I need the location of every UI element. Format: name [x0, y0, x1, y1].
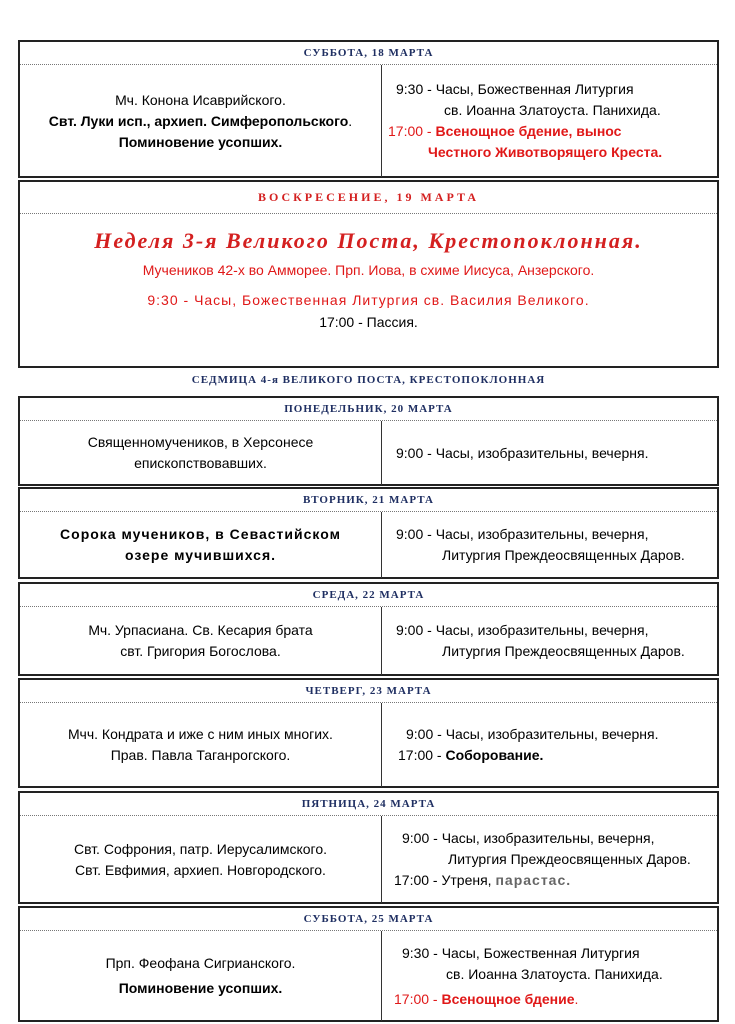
day-block-thu23 [18, 678, 719, 788]
saints-cell [20, 816, 382, 903]
sunday-saints: Мучеников 42-х во Амморее. Прп. Иова, в схиме Иисуса, Анзерского. [142, 262, 595, 278]
services-cell: 9:00 - Часы, изобразительны, вечерня, Литургия Преждеосвященных Даров. 17:00 - Утреня, парастас. [382, 816, 717, 903]
saints-cell: Мч. Конона Исаврийского. Свт. Луки исп., архиеп. Симферопольского. Поминовение усопших. [20, 65, 382, 177]
saints-cell [20, 512, 382, 578]
day-header: ВОСКРЕСЕНИЕ, 19 МАРТА [20, 182, 717, 214]
day-header: СУББОТА, 18 МАРТА [20, 42, 717, 65]
day-header: ЧЕТВЕРГ, 23 МАРТА [20, 680, 717, 703]
saint-line: Священномучеников, в Херсонесе [87, 434, 314, 450]
day-block-mon20 [18, 396, 719, 486]
service-line: св. Иоанна Златоуста. Панихида. [446, 965, 663, 982]
service-line: Литургия Преждеосвященных Даров. [442, 643, 685, 659]
saints-cell [20, 421, 382, 485]
saint-line: епископствовавших. [134, 455, 267, 471]
services-cell: 9:30 - Часы, Божественная Литургия св. Иоанна Златоуста. Панихида. 17:00 - Всенощное бдение. [382, 931, 717, 1021]
sunday-title: Неделя 3-я Великого Поста, Крестопоклонная. [94, 228, 643, 253]
vigil-line: Честного Животворящего Креста. [428, 144, 663, 160]
service-line: св. Иоанна Златоуста. Панихида. [444, 102, 661, 118]
saint-line: озере мучившихся. [124, 547, 276, 563]
day-block-sun19: ВОСКРЕСЕНИЕ, 19 МАРТА Неделя 3-я Великого Поста, Крестопоклонная. Мучеников 42-х во Амморее. Прп. Иова, в схиме Иисуса, Анзерского. 9:30 - Часы, Божественная Литургия св. Василия Великого. 17:00 - Пассия. [18, 180, 719, 368]
service-line: 9:00 - Часы, изобразительны, вечерня. [396, 444, 649, 461]
day-header: СРЕДА, 22 МАРТА [20, 584, 717, 607]
saints-cell [20, 931, 382, 1021]
day-block-wed22 [18, 582, 719, 676]
services-cell: 9:00 - Часы, изобразительны, вечерня. 17:00 - Соборование. [382, 703, 717, 787]
day-block-sat25 [18, 906, 719, 1022]
services-cell: 9:30 - Часы, Божественная Литургия св. Иоанна Златоуста. Панихида. 17:00 - Всенощное бдение, вынос Честного Животворящего Креста. [382, 65, 717, 177]
day-header: ПОНЕДЕЛЬНИК, 20 МАРТА [20, 398, 717, 421]
day-header: СУББОТА, 25 МАРТА [20, 908, 717, 931]
commemoration-line: Поминовение усопших. [118, 980, 283, 996]
day-header: ПЯТНИЦА, 24 МАРТА [20, 793, 717, 816]
service-line: Литургия Преждеосвященных Даров. [448, 851, 691, 867]
day-block-sat18 [18, 40, 719, 178]
service-line: 9:30 - Часы, Божественная Литургия [396, 81, 634, 97]
saint-line: Мчч. Кондрата и иже с ним иных многих. [68, 726, 333, 742]
service-line: 9:00 - Часы, изобразительны, вечерня. [406, 726, 659, 742]
vigil-line: Всенощное бдение [441, 990, 575, 1007]
saint-line: свт. Григория Богослова. [120, 643, 281, 659]
unction-service: Соборование. [445, 747, 544, 763]
service-line: Литургия Преждеосвященных Даров. [442, 547, 685, 563]
vigil-line: Всенощное бдение, вынос [435, 123, 622, 139]
saint-line: Мч. Конона Исаврийского. [115, 91, 286, 108]
service-line: 9:00 - Часы, изобразительны, вечерня, [402, 830, 655, 846]
service-line: 9:30 - Часы, Божественная Литургия [402, 944, 640, 961]
services-cell [382, 607, 717, 675]
saint-line: Сорока мучеников, в Севастийском [60, 526, 341, 542]
saint-line-bold: Свт. Луки исп., архиеп. Симферопольского [48, 112, 349, 129]
saints-cell [20, 703, 382, 787]
saints-cell [20, 607, 382, 675]
services-cell [382, 512, 717, 578]
day-block-fri24 [18, 791, 719, 904]
service-line: 9:00 - Часы, изобразительны, вечерня, [396, 622, 649, 638]
sunday-evening-service: Пассия. [366, 314, 418, 330]
sunday-service: 9:30 - Часы, Божественная Литургия св. Василия Великого. [147, 292, 590, 308]
saint-line: Свт. Евфимия, архиеп. Новгородского. [75, 861, 326, 878]
saint-line: Прп. Феофана Сигрианского. [105, 955, 296, 971]
day-block-tue21 [18, 487, 719, 579]
services-cell [382, 421, 717, 485]
saint-line: Прав. Павла Таганрогского. [110, 747, 291, 763]
saint-line: Мч. Урпасиана. Св. Кесария брата [88, 622, 313, 638]
service-line: 9:00 - Часы, изобразительны, вечерня, [396, 526, 649, 542]
day-header: ВТОРНИК, 21 МАРТА [20, 489, 717, 512]
commemoration-line: Поминовение усопших. [118, 133, 283, 150]
saint-line: Свт. Софрония, патр. Иерусалимского. [73, 840, 328, 857]
parastas-service: парастас. [495, 872, 572, 888]
week-title: СЕДМИЦА 4-я ВЕЛИКОГО ПОСТА, КРЕСТОПОКЛОННАЯ [191, 374, 546, 386]
